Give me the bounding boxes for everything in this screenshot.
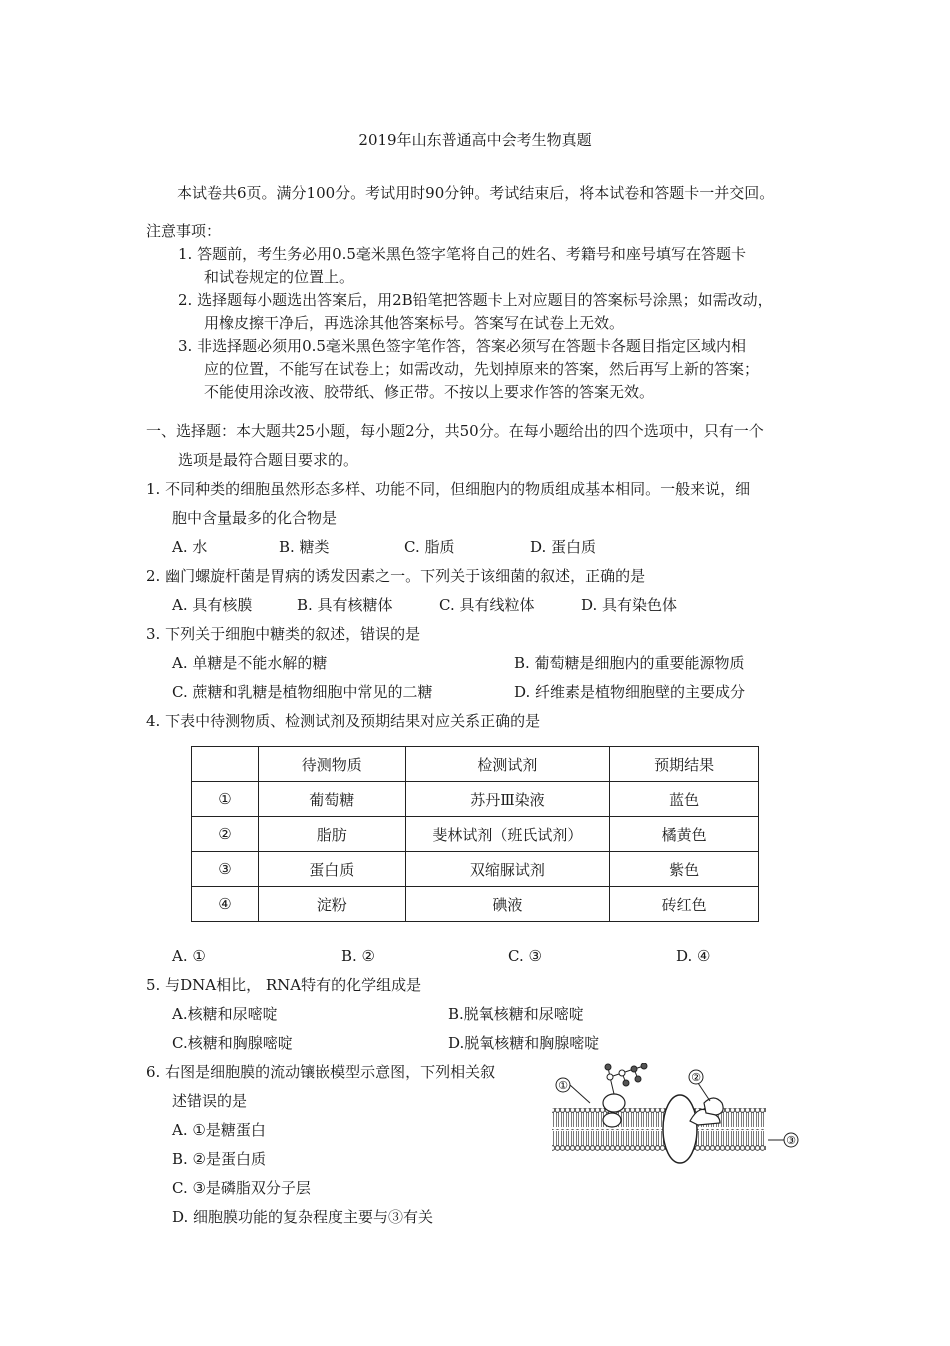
q4-stem: 4. 下表中待测物质、检测试剂及预期结果对应关系正确的是 (146, 712, 541, 730)
table-cell: ④ (192, 887, 259, 922)
table-cell: 橘黄色 (610, 817, 759, 852)
q3-option-c: C. 蔗糖和乳糖是植物细胞中常见的二糖 (172, 683, 433, 701)
table-cell: 砖红色 (610, 887, 759, 922)
table-cell: 双缩脲试剂 (405, 852, 610, 887)
q1-option-c: C. 脂质 (404, 538, 455, 556)
q3-stem: 3. 下列关于细胞中糖类的叙述，错误的是 (146, 625, 421, 643)
table-cell: 蛋白质 (258, 852, 405, 887)
figure-label-3: ③ (786, 1134, 796, 1147)
table-header-row (192, 747, 759, 782)
table-cell: 淀粉 (258, 887, 405, 922)
q3-option-a: A. 单糖是不能水解的糖 (172, 654, 328, 672)
q1-option-d: D. 蛋白质 (530, 538, 597, 556)
table-cell: 蓝色 (610, 782, 759, 817)
q6-stem: 6. 右图是细胞膜的流动镶嵌模型示意图，下列相关叙 (146, 1063, 496, 1081)
table-header-cell: 预期结果 (610, 747, 759, 782)
q6-option-c: C. ③是磷脂双分子层 (172, 1179, 311, 1197)
q4-option-a: A. ① (172, 947, 206, 965)
note-line: 和试卷规定的位置上。 (204, 268, 355, 286)
q3-option-b: B. 葡萄糖是细胞内的重要能源物质 (514, 654, 745, 672)
q2-option-a: A. 具有核膜 (172, 596, 253, 614)
table-cell: 碘液 (405, 887, 610, 922)
q4-option-c: C. ③ (508, 947, 542, 965)
note-line: 2. 选择题每小题选出答案后，用2B铅笔把答题卡上对应题目的答案标号涂黑；如需改动， (178, 291, 773, 309)
q1-stem: 1. 不同种类的细胞虽然形态多样、功能不同，但细胞内的物质组成基本相同。一般来说，细 (146, 480, 751, 498)
table-cell: ① (192, 782, 259, 817)
figure-label-2: ② (691, 1071, 701, 1084)
note-line: 不能使用涂改液、胶带纸、修正带。不按以上要求作答的答案无效。 (204, 383, 655, 401)
q1-option-b: B. 糖类 (279, 538, 330, 556)
q2-option-b: B. 具有核糖体 (297, 596, 393, 614)
note-line: 3. 非选择题必须用0.5毫米黑色签字笔作答，答案必须写在答题卡各题目指定区域内相 (178, 337, 746, 355)
q5-option-b: B.脱氧核糖和尿嘧啶 (448, 1005, 584, 1023)
table-header-cell: 检测试剂 (405, 747, 610, 782)
q2-stem: 2. 幽门螺旋杆菌是胃病的诱发因素之一。下列关于该细菌的叙述，正确的是 (146, 567, 646, 585)
q4-table (191, 746, 759, 922)
table-row (192, 817, 759, 852)
table-header-cell (192, 747, 259, 782)
page-title: 2019年山东普通高中会考生物真题 (358, 131, 592, 149)
q6-option-b: B. ②是蛋白质 (172, 1150, 267, 1168)
q5-option-c: C.核糖和胸腺嘧啶 (172, 1034, 293, 1052)
note-line: 用橡皮擦干净后，再选涂其他答案标号。答案写在试卷上无效。 (204, 314, 625, 332)
q1-stem-cont: 胞中含量最多的化合物是 (172, 509, 338, 527)
note-line: 1. 答题前，考生务必用0.5毫米黑色签字笔将自己的姓名、考籍号和座号填写在答题卡 (178, 245, 746, 263)
q3-option-d: D. 纤维素是植物细胞壁的主要成分 (514, 683, 746, 701)
section-heading-cont: 选项是最符合题目要求的。 (178, 451, 359, 469)
intro-text: 本试卷共6页。满分100分。考试用时90分钟。考试结束后，将本试卷和答题卡一并交回。 (177, 184, 775, 202)
figure-label-1: ① (558, 1079, 568, 1092)
table-cell: 苏丹Ⅲ染液 (405, 782, 610, 817)
table-cell: 紫色 (610, 852, 759, 887)
q6-option-a: A. ①是糖蛋白 (172, 1121, 266, 1139)
table-cell: 斐林试剂（班氏试剂） (405, 817, 610, 852)
cell-membrane-diagram (550, 1063, 800, 1173)
table-header-cell: 待测物质 (258, 747, 405, 782)
q6-stem-cont: 述错误的是 (172, 1092, 248, 1110)
q5-stem: 5. 与DNA相比， RNA特有的化学组成是 (146, 976, 422, 994)
table-row (192, 852, 759, 887)
q4-option-b: B. ② (341, 947, 376, 965)
table-row (192, 782, 759, 817)
q6-option-d: D. 细胞膜功能的复杂程度主要与③有关 (172, 1208, 434, 1226)
table-cell: ② (192, 817, 259, 852)
q5-option-d: D.脱氧核糖和胸腺嘧啶 (448, 1034, 600, 1052)
note-line: 应的位置，不能写在试卷上；如需改动，先划掉原来的答案，然后再写上新的答案； (204, 360, 760, 378)
table-row (192, 887, 759, 922)
section-heading: 一、选择题：本大题共25小题，每小题2分，共50分。在每小题给出的四个选项中，只有一个 (146, 422, 764, 440)
q1-option-a: A. 水 (172, 538, 208, 556)
q2-option-c: C. 具有线粒体 (439, 596, 535, 614)
phospholipid-bilayer (552, 1108, 766, 1152)
q5-option-a: A.核糖和尿嘧啶 (172, 1005, 278, 1023)
q2-option-d: D. 具有染色体 (581, 596, 678, 614)
table-cell: ③ (192, 852, 259, 887)
table-cell: 葡萄糖 (258, 782, 405, 817)
q4-option-d: D. ④ (676, 947, 711, 965)
notes-heading: 注意事项： (146, 222, 222, 240)
table-cell: 脂肪 (258, 817, 405, 852)
